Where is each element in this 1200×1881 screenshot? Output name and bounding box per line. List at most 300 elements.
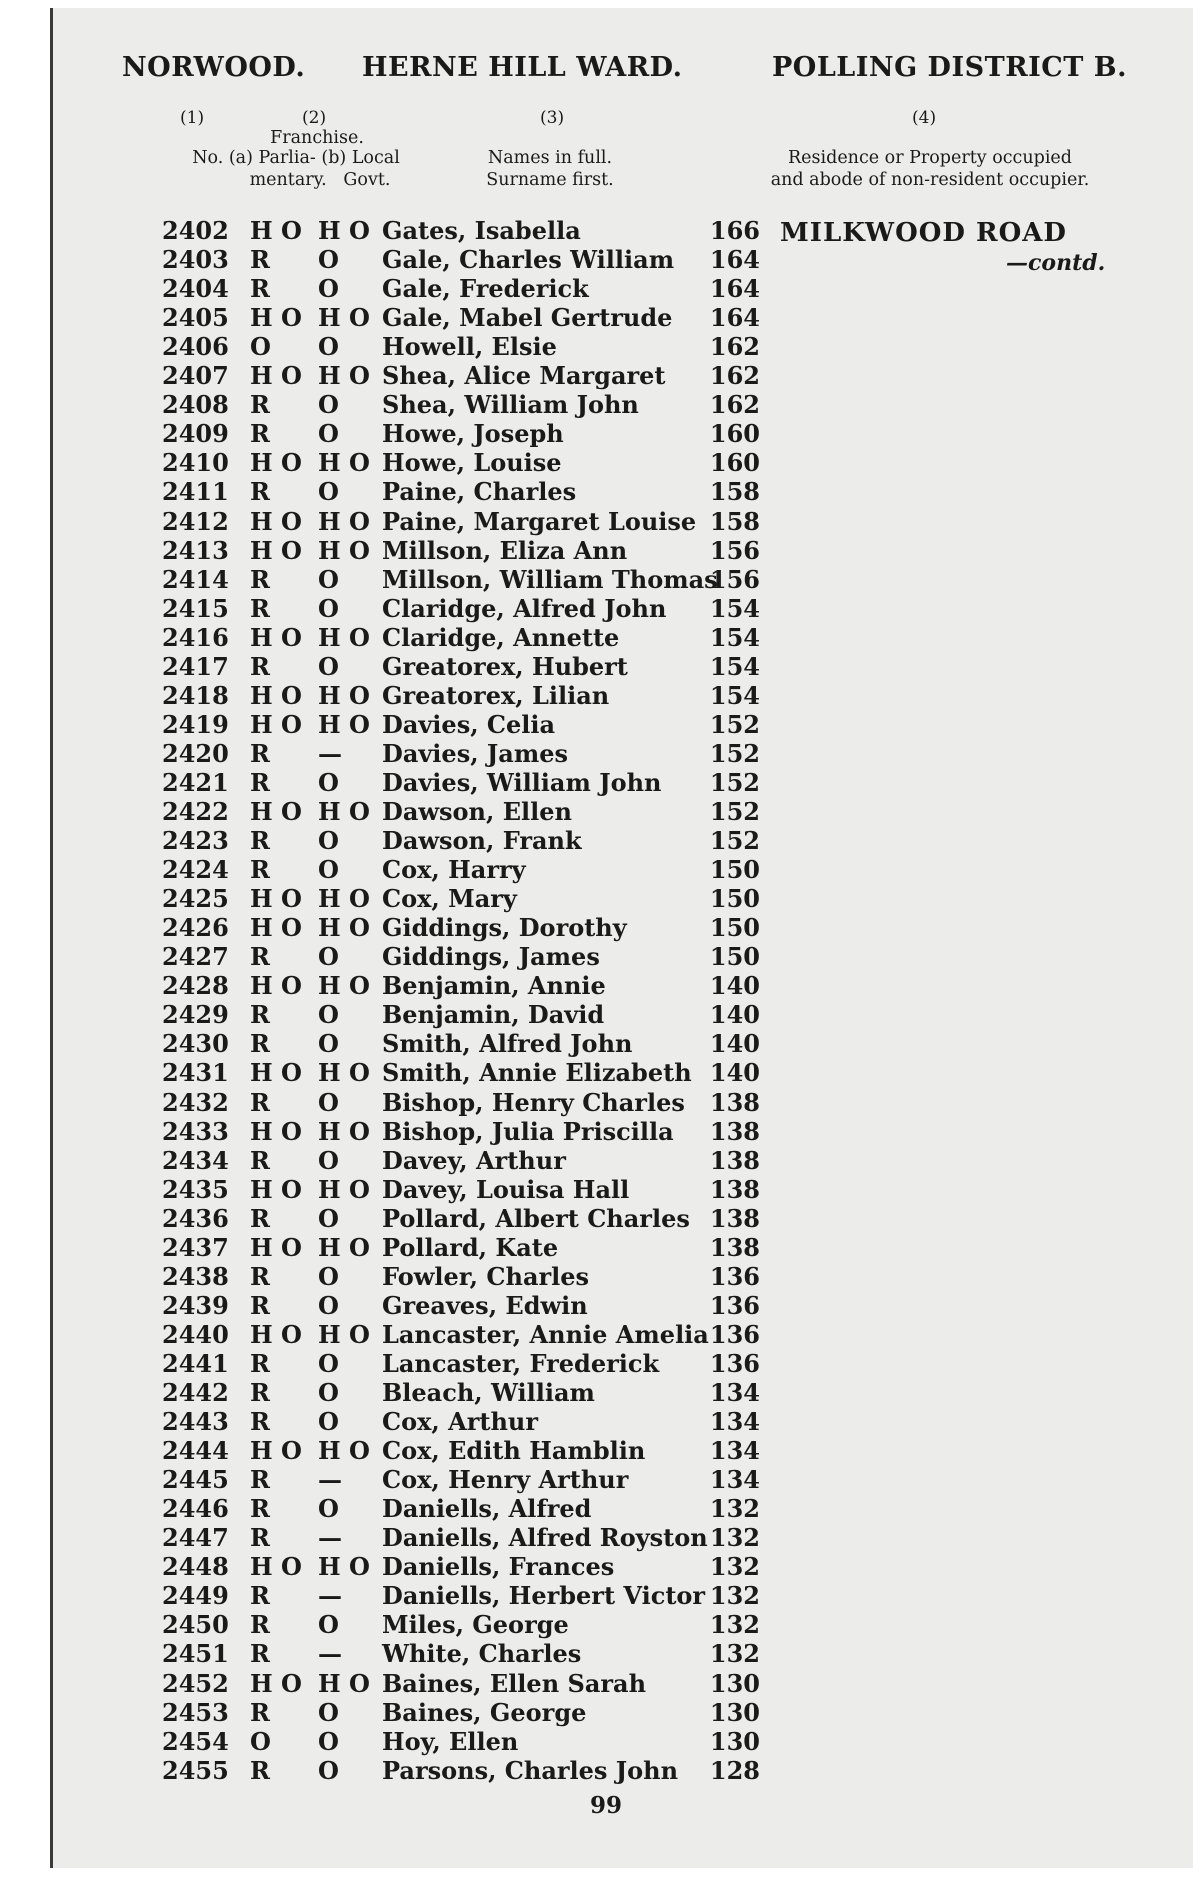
local-govt-franchise: O <box>318 1726 339 1756</box>
table-row <box>0 1291 1200 1320</box>
local-govt-franchise: H O <box>318 709 370 739</box>
table-row <box>0 884 1200 913</box>
parliamentary-franchise: R <box>250 1465 270 1495</box>
local-govt-franchise: O <box>318 855 339 885</box>
elector-name: Greaves, Edwin <box>382 1290 588 1320</box>
elector-name: Gale, Frederick <box>382 274 589 304</box>
no-franchise-heading: No. (a) Parlia- (b) Local <box>192 148 400 168</box>
elector-name: Benjamin, David <box>382 1000 605 1030</box>
house-number: 156 <box>709 535 760 565</box>
local-govt-franchise: O <box>318 1378 339 1407</box>
table-row <box>0 1378 1200 1407</box>
local-govt-franchise: O <box>318 1000 339 1030</box>
parliamentary-franchise: R <box>250 274 270 304</box>
house-number: 138 <box>709 1174 760 1204</box>
local-govt-franchise: O <box>318 1029 339 1059</box>
local-govt-franchise: H O <box>318 680 370 710</box>
local-govt-franchise: H O <box>318 913 370 943</box>
local-govt-franchise: O <box>318 564 339 594</box>
parliamentary-franchise: R <box>250 767 270 797</box>
elector-name: Cox, Mary <box>382 884 517 914</box>
elector-name: Baines, Ellen Sarah <box>382 1668 647 1698</box>
table-row <box>0 1320 1200 1349</box>
house-number: 154 <box>709 651 760 681</box>
table-row <box>0 507 1200 536</box>
elector-name: Greatorex, Hubert <box>382 651 628 681</box>
elector-number: 2425 <box>162 884 229 914</box>
house-number: 136 <box>709 1290 760 1320</box>
local-govt-franchise: O <box>318 1494 339 1524</box>
parliamentary-franchise: R <box>250 942 270 972</box>
local-govt-franchise: O <box>318 651 339 681</box>
elector-name: Daniells, Alfred Royston <box>382 1523 708 1553</box>
parliamentary-franchise: H O <box>250 1232 302 1262</box>
table-row <box>0 1552 1200 1581</box>
elector-number: 2420 <box>162 738 229 768</box>
parliamentary-franchise: H O <box>250 1668 302 1698</box>
table-row <box>0 652 1200 681</box>
table-row <box>0 1436 1200 1465</box>
elector-name: Miles, George <box>382 1610 569 1640</box>
elector-number: 2440 <box>162 1319 229 1349</box>
elector-name: Davey, Arthur <box>382 1145 566 1175</box>
elector-name: Cox, Harry <box>382 855 526 885</box>
house-number: 152 <box>709 797 760 826</box>
parliamentary-franchise: H O <box>250 622 302 652</box>
elector-number: 2431 <box>162 1058 229 1088</box>
elector-number: 2406 <box>162 332 229 362</box>
elector-name: Shea, William John <box>382 390 639 420</box>
table-row <box>0 768 1200 797</box>
house-number: 132 <box>709 1523 760 1553</box>
elector-name: Daniells, Frances <box>382 1552 615 1582</box>
house-number: 132 <box>709 1552 760 1582</box>
elector-name: Howe, Louise <box>382 448 562 478</box>
local-govt-franchise: O <box>318 245 339 275</box>
table-row <box>0 1000 1200 1029</box>
parliamentary-franchise: R <box>250 1581 270 1611</box>
house-number: 134 <box>709 1378 760 1407</box>
table-row <box>0 303 1200 332</box>
table-row <box>0 245 1200 274</box>
header-district: NORWOOD. <box>122 52 306 83</box>
table-row <box>0 594 1200 623</box>
table-row <box>0 1698 1200 1727</box>
table-row <box>0 1756 1200 1785</box>
table-row <box>0 1146 1200 1175</box>
parliamentary-franchise: R <box>250 245 270 275</box>
table-row <box>0 565 1200 594</box>
parliamentary-franchise: R <box>250 1348 270 1378</box>
table-row <box>0 1523 1200 1552</box>
local-govt-franchise: O <box>318 593 339 623</box>
table-row <box>0 1494 1200 1523</box>
local-govt-franchise: O <box>318 332 339 362</box>
house-number: 154 <box>709 593 760 623</box>
names-heading: Names in full. <box>487 148 613 168</box>
local-govt-franchise: H O <box>318 216 370 245</box>
house-number: 152 <box>709 826 760 856</box>
table-row <box>0 1669 1200 1698</box>
house-number: 166 <box>709 216 760 245</box>
parliamentary-franchise: H O <box>250 1319 302 1349</box>
col3-number: (3) <box>540 108 565 128</box>
local-govt-franchise: H O <box>318 1436 370 1466</box>
parliamentary-franchise: H O <box>250 1552 302 1582</box>
parliamentary-franchise: R <box>250 1203 270 1233</box>
local-govt-franchise: O <box>318 1087 339 1117</box>
house-number: 132 <box>709 1581 760 1611</box>
elector-name: Giddings, James <box>382 942 600 972</box>
table-row <box>0 1233 1200 1262</box>
house-number: 132 <box>709 1639 760 1669</box>
elector-name: Davey, Louisa Hall <box>382 1174 630 1204</box>
parliamentary-franchise: R <box>250 1378 270 1407</box>
table-row <box>0 942 1200 971</box>
table-row <box>0 1407 1200 1436</box>
table-row <box>0 332 1200 361</box>
page-number: 99 <box>590 1792 623 1819</box>
elector-name: Cox, Edith Hamblin <box>382 1436 646 1466</box>
local-govt-franchise: H O <box>318 506 370 536</box>
house-number: 136 <box>709 1261 760 1291</box>
table-row <box>0 1349 1200 1378</box>
elector-number: 2416 <box>162 622 229 652</box>
local-govt-franchise: — <box>318 1465 342 1495</box>
table-row <box>0 681 1200 710</box>
elector-number: 2415 <box>162 593 229 623</box>
house-number: 140 <box>709 971 760 1001</box>
elector-number: 2421 <box>162 767 229 797</box>
local-govt-franchise: H O <box>318 797 370 826</box>
local-govt-franchise: O <box>318 826 339 856</box>
elector-number: 2442 <box>162 1378 229 1407</box>
elector-name: Lancaster, Frederick <box>382 1348 660 1378</box>
elector-number: 2418 <box>162 680 229 710</box>
elector-number: 2414 <box>162 564 229 594</box>
table-row <box>0 826 1200 855</box>
local-govt-franchise: O <box>318 1610 339 1640</box>
elector-name: Howe, Joseph <box>382 419 564 449</box>
elector-number: 2417 <box>162 651 229 681</box>
house-number: 162 <box>709 390 760 420</box>
elector-name: Cox, Arthur <box>382 1407 539 1437</box>
table-row <box>0 1465 1200 1494</box>
header-polling-district: POLLING DISTRICT B. <box>772 52 1127 83</box>
elector-name: Daniells, Herbert Victor <box>382 1581 706 1611</box>
parliamentary-franchise: R <box>250 738 270 768</box>
elector-name: Pollard, Albert Charles <box>382 1203 690 1233</box>
parliamentary-franchise: R <box>250 855 270 885</box>
house-number: 164 <box>709 245 760 275</box>
local-govt-franchise: O <box>318 274 339 304</box>
house-number: 140 <box>709 1058 760 1088</box>
local-govt-franchise: O <box>318 942 339 972</box>
parliamentary-franchise: H O <box>250 303 302 333</box>
elector-name: Gale, Mabel Gertrude <box>382 303 673 333</box>
elector-name: Gale, Charles William <box>382 245 675 275</box>
house-number: 164 <box>709 274 760 304</box>
elector-name: Shea, Alice Margaret <box>382 361 666 391</box>
parliamentary-franchise: H O <box>250 1058 302 1088</box>
elector-number: 2433 <box>162 1116 229 1146</box>
local-govt-franchise: O <box>318 1407 339 1437</box>
parliamentary-franchise: O <box>250 1726 271 1756</box>
parliamentary-franchise: R <box>250 1087 270 1117</box>
elector-number: 2428 <box>162 971 229 1001</box>
elector-number: 2410 <box>162 448 229 478</box>
local-govt-franchise: H O <box>318 1668 370 1698</box>
elector-number: 2449 <box>162 1581 229 1611</box>
elector-name: Dawson, Frank <box>382 826 582 856</box>
elector-name: Davies, William John <box>382 767 662 797</box>
elector-number: 2404 <box>162 274 229 304</box>
elector-number: 2403 <box>162 245 229 275</box>
house-number: 138 <box>709 1145 760 1175</box>
table-row <box>0 710 1200 739</box>
parliamentary-franchise: R <box>250 419 270 449</box>
parliamentary-franchise: H O <box>250 1116 302 1146</box>
house-number: 160 <box>709 419 760 449</box>
elector-number: 2445 <box>162 1465 229 1495</box>
table-row <box>0 623 1200 652</box>
table-row <box>0 1639 1200 1668</box>
house-number: 150 <box>709 913 760 943</box>
parliamentary-franchise: H O <box>250 797 302 826</box>
elector-number: 2434 <box>162 1145 229 1175</box>
elector-name: Pollard, Kate <box>382 1232 559 1262</box>
parliamentary-franchise: R <box>250 1290 270 1320</box>
franchise-subheading: mentary. Govt. <box>249 170 391 190</box>
elector-number: 2411 <box>162 477 229 507</box>
local-govt-franchise: — <box>318 1581 342 1611</box>
table-row <box>0 1581 1200 1610</box>
parliamentary-franchise: R <box>250 1697 270 1727</box>
residence-heading: Residence or Property occupied <box>788 148 1072 168</box>
house-number: 138 <box>709 1087 760 1117</box>
table-row <box>0 1029 1200 1058</box>
house-number: 160 <box>709 448 760 478</box>
franchise-heading: Franchise. <box>270 128 364 148</box>
elector-number: 2450 <box>162 1610 229 1640</box>
parliamentary-franchise: R <box>250 1494 270 1524</box>
local-govt-franchise: H O <box>318 448 370 478</box>
col4-number: (4) <box>912 108 937 128</box>
local-govt-franchise: O <box>318 1145 339 1175</box>
local-govt-franchise: — <box>318 738 342 768</box>
elector-name: Gates, Isabella <box>382 216 581 245</box>
table-row <box>0 1262 1200 1291</box>
house-number: 162 <box>709 332 760 362</box>
local-govt-franchise: O <box>318 1203 339 1233</box>
local-govt-franchise: — <box>318 1523 342 1553</box>
table-row <box>0 1204 1200 1233</box>
elector-number: 2437 <box>162 1232 229 1262</box>
parliamentary-franchise: R <box>250 1755 270 1785</box>
elector-number: 2402 <box>162 216 229 245</box>
table-row <box>0 1058 1200 1087</box>
parliamentary-franchise: H O <box>250 884 302 914</box>
house-number: 128 <box>709 1755 760 1785</box>
local-govt-franchise: O <box>318 1261 339 1291</box>
house-number: 140 <box>709 1000 760 1030</box>
house-number: 162 <box>709 361 760 391</box>
table-row <box>0 797 1200 826</box>
local-govt-franchise: O <box>318 1755 339 1785</box>
local-govt-franchise: — <box>318 1639 342 1669</box>
parliamentary-franchise: R <box>250 1610 270 1640</box>
local-govt-franchise: H O <box>318 622 370 652</box>
house-number: 152 <box>709 709 760 739</box>
parliamentary-franchise: H O <box>250 913 302 943</box>
parliamentary-franchise: R <box>250 564 270 594</box>
elector-number: 2423 <box>162 826 229 856</box>
elector-number: 2453 <box>162 1697 229 1727</box>
table-row <box>0 855 1200 884</box>
house-number: 132 <box>709 1610 760 1640</box>
elector-number: 2452 <box>162 1668 229 1698</box>
elector-number: 2441 <box>162 1348 229 1378</box>
elector-name: Benjamin, Annie <box>382 971 606 1001</box>
house-number: 138 <box>709 1116 760 1146</box>
table-row <box>0 739 1200 768</box>
parliamentary-franchise: R <box>250 477 270 507</box>
table-row <box>0 971 1200 1000</box>
parliamentary-franchise: R <box>250 390 270 420</box>
elector-name: Claridge, Annette <box>382 622 620 652</box>
house-number: 130 <box>709 1697 760 1727</box>
house-number: 132 <box>709 1494 760 1524</box>
local-govt-franchise: H O <box>318 1232 370 1262</box>
parliamentary-franchise: H O <box>250 448 302 478</box>
local-govt-franchise: H O <box>318 1116 370 1146</box>
table-row <box>0 1117 1200 1146</box>
elector-name: Bishop, Henry Charles <box>382 1087 685 1117</box>
house-number: 150 <box>709 884 760 914</box>
house-number: 152 <box>709 767 760 797</box>
parliamentary-franchise: H O <box>250 216 302 245</box>
local-govt-franchise: H O <box>318 971 370 1001</box>
elector-name: Giddings, Dorothy <box>382 913 627 943</box>
parliamentary-franchise: R <box>250 1029 270 1059</box>
parliamentary-franchise: H O <box>250 535 302 565</box>
elector-name: Daniells, Alfred <box>382 1494 592 1524</box>
elector-number: 2451 <box>162 1639 229 1669</box>
parliamentary-franchise: R <box>250 593 270 623</box>
table-row <box>0 536 1200 565</box>
elector-name: Cox, Henry Arthur <box>382 1465 629 1495</box>
parliamentary-franchise: H O <box>250 680 302 710</box>
table-row <box>0 390 1200 419</box>
house-number: 140 <box>709 1029 760 1059</box>
local-govt-franchise: O <box>318 390 339 420</box>
local-govt-franchise: H O <box>318 1058 370 1088</box>
elector-name: Fowler, Charles <box>382 1261 590 1291</box>
house-number: 130 <box>709 1726 760 1756</box>
names-subheading: Surname first. <box>486 170 614 190</box>
header-ward: HERNE HILL WARD. <box>362 52 683 83</box>
house-number: 138 <box>709 1203 760 1233</box>
elector-number: 2444 <box>162 1436 229 1466</box>
elector-number: 2454 <box>162 1726 229 1756</box>
elector-name: Greatorex, Lilian <box>382 680 610 710</box>
local-govt-franchise: H O <box>318 884 370 914</box>
elector-name: Bleach, William <box>382 1378 595 1407</box>
elector-number: 2446 <box>162 1494 229 1524</box>
local-govt-franchise: O <box>318 1348 339 1378</box>
table-row <box>0 448 1200 477</box>
parliamentary-franchise: R <box>250 1639 270 1669</box>
elector-number: 2426 <box>162 913 229 943</box>
elector-name: Dawson, Ellen <box>382 797 572 826</box>
parliamentary-franchise: R <box>250 1523 270 1553</box>
elector-name: Parsons, Charles John <box>382 1755 679 1785</box>
local-govt-franchise: H O <box>318 1174 370 1204</box>
elector-number: 2409 <box>162 419 229 449</box>
table-row <box>0 216 1200 245</box>
parliamentary-franchise: H O <box>250 1174 302 1204</box>
house-number: 134 <box>709 1465 760 1495</box>
elector-name: White, Charles <box>382 1639 582 1669</box>
continued-label: —contd. <box>1006 250 1106 276</box>
residence-subheading: and abode of non-resident occupier. <box>770 170 1090 190</box>
street-name: MILKWOOD ROAD <box>780 218 1067 248</box>
house-number: 150 <box>709 942 760 972</box>
elector-name: Millson, William Thomas <box>382 564 718 594</box>
elector-name: Howell, Elsie <box>382 332 557 362</box>
table-row <box>0 1088 1200 1117</box>
elector-name: Davies, Celia <box>382 709 556 739</box>
house-number: 158 <box>709 506 760 536</box>
parliamentary-franchise: H O <box>250 1436 302 1466</box>
elector-number: 2405 <box>162 303 229 333</box>
parliamentary-franchise: R <box>250 1261 270 1291</box>
parliamentary-franchise: H O <box>250 971 302 1001</box>
elector-number: 2422 <box>162 797 229 826</box>
house-number: 156 <box>709 564 760 594</box>
elector-name: Hoy, Ellen <box>382 1726 519 1756</box>
local-govt-franchise: O <box>318 767 339 797</box>
local-govt-franchise: H O <box>318 1552 370 1582</box>
local-govt-franchise: H O <box>318 535 370 565</box>
elector-number: 2443 <box>162 1407 229 1437</box>
elector-number: 2448 <box>162 1552 229 1582</box>
parliamentary-franchise: O <box>250 332 271 362</box>
elector-name: Paine, Charles <box>382 477 577 507</box>
local-govt-franchise: O <box>318 419 339 449</box>
elector-number: 2424 <box>162 855 229 885</box>
elector-number: 2413 <box>162 535 229 565</box>
house-number: 136 <box>709 1319 760 1349</box>
local-govt-franchise: O <box>318 1697 339 1727</box>
table-row <box>0 477 1200 506</box>
elector-number: 2407 <box>162 361 229 391</box>
table-row <box>0 1727 1200 1756</box>
house-number: 154 <box>709 622 760 652</box>
house-number: 134 <box>709 1436 760 1466</box>
house-number: 130 <box>709 1668 760 1698</box>
house-number: 150 <box>709 855 760 885</box>
elector-number: 2430 <box>162 1029 229 1059</box>
elector-number: 2412 <box>162 506 229 536</box>
local-govt-franchise: O <box>318 1290 339 1320</box>
parliamentary-franchise: R <box>250 1145 270 1175</box>
house-number: 136 <box>709 1348 760 1378</box>
table-row <box>0 361 1200 390</box>
elector-number: 2408 <box>162 390 229 420</box>
house-number: 138 <box>709 1232 760 1262</box>
elector-name: Smith, Alfred John <box>382 1029 633 1059</box>
